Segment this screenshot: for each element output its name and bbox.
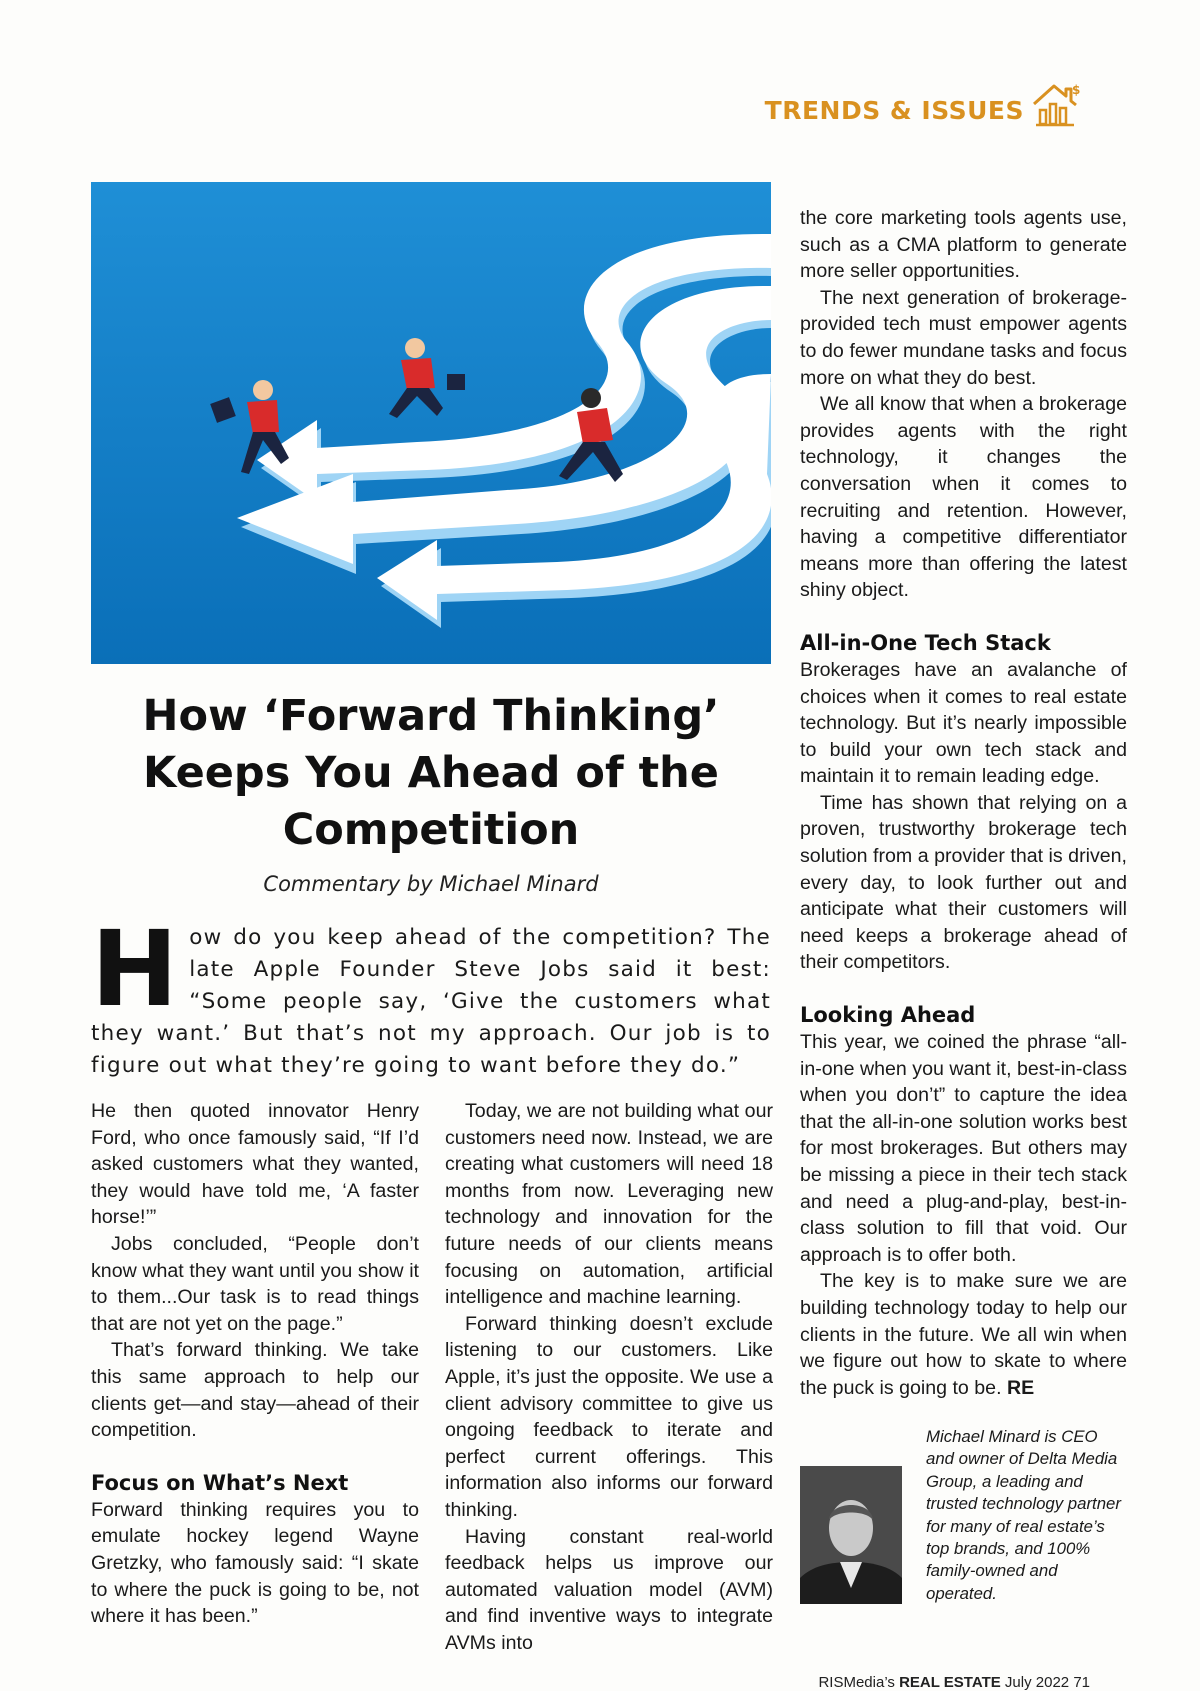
paragraph: He then quoted innovator Henry Ford, who once famously said, “If I’d asked customers what they wanted, they would have told me, ‘A faster horse!’”	[91, 1100, 419, 1229]
lede-paragraph	[91, 908, 771, 1082]
page-number: 71	[1073, 1674, 1090, 1691]
paragraph: Today, we are not building what our customers need now. Instead, we are creating what customers will need 18 months from now. Leveraging new technology and innovation for the future needs of our clients means focusing on automation, artificial intelligence and machine learning.	[445, 1100, 773, 1309]
article-column-2	[445, 1098, 773, 1656]
article-column-1	[91, 1098, 419, 1630]
paragraph: That’s forward thinking. We take this same approach to help our clients get—and stay—ahead of their competition.	[91, 1339, 419, 1442]
issue-date: July 2022	[1004, 1674, 1070, 1691]
svg-text:$: $	[1072, 83, 1081, 97]
paragraph: The next generation of brokerage-provided tech must empower agents to do fewer mundane tasks and focus more on what they do best.	[800, 286, 1127, 389]
paragraph: the core marketing tools agents use, such as a CMA platform to generate more seller opportunities.	[800, 207, 1127, 283]
paragraph: Jobs concluded, “People don’t know what they want until you show it to them...Our task is to read things that are not yet on the page.”	[91, 1232, 419, 1335]
paragraph-text: The key is to make sure we are building technology today to help our clients in the future. We all win when we figure out how to skate to where the puck is going to be.	[800, 1270, 1127, 1399]
paragraph: Forward thinking doesn’t exclude listening to our customers. Like Apple, it’s just the opposite. We use a client advisory committee to give us ongoing feedback to iterate and perfect current offerings. This information also informs our forward thinking.	[445, 1312, 773, 1521]
byline: Commentary by Michael Minard	[263, 872, 599, 896]
lede-text: ow do you keep ahead of the competition? The late Apple Founder Steve Jobs said it best: “Some people say, ‘Give the customers what they want.’ But that’s not my approach. Our job is to figure out what they’re going to want before they do.”	[91, 925, 771, 1078]
author-bio: Michael Minard is CEO and owner of Delta Media Group, a leading and trusted technology partner for many of real estate’s top brands, and 100% family-owned and operated.	[926, 1427, 1121, 1603]
paragraph: Time has shown that relying on a proven, trustworthy brokerage tech solution from a provider that is driven, every day, to look further out and anticipate what their customers will need keeps a brokerage ahead of their competitors.	[800, 791, 1127, 974]
section-heading: All-in-One Tech Stack	[800, 630, 1051, 655]
article-title: How ‘Forward Thinking’ Keeps You Ahead of the Competition	[142, 691, 720, 855]
publication-prefix: RISMedia’s	[818, 1674, 895, 1691]
drop-cap: H	[91, 908, 180, 1030]
section-label: TRENDS & ISSUES	[764, 96, 1024, 125]
paragraph: Having constant real-world feedback helps us improve our automated valuation model (AVM) and find inventive ways to integrate AVMs into	[445, 1525, 773, 1654]
article-column-3	[800, 205, 1127, 1401]
end-mark: RE	[1006, 1376, 1035, 1399]
section-heading: Looking Ahead	[800, 1003, 976, 1028]
paragraph: We all know that when a brokerage provides agents with the right technology, it changes the conversation when it comes to recruiting and retention. However, having a competitive differentiator means more than offering the latest shiny object.	[800, 393, 1127, 602]
hero-illustration	[91, 182, 771, 664]
page-footer	[818, 1674, 1090, 1691]
author-photo	[800, 1466, 902, 1604]
section-heading: Focus on What’s Next	[91, 1470, 349, 1495]
house-chart-icon	[1030, 80, 1082, 130]
paragraph	[800, 1268, 1127, 1401]
paragraph: This year, we coined the phrase “all-in-one when you want it, best-in-class when you don’t” to capture the idea that the all-in-one solution works best for most brokerages. But others may be missing a piece in their tech stack and need a plug-and-play, best-in-class solution to fill that void. Our approach is to offer both.	[800, 1031, 1127, 1266]
publication-name: REAL ESTATE	[899, 1674, 1001, 1691]
paragraph: Brokerages have an avalanche of choices when it comes to real estate technology. But it’s nearly impossible to build your own tech stack and maintain it to remain leading edge.	[800, 658, 1127, 788]
paragraph: Forward thinking requires you to emulate hockey legend Wayne Gretzky, who famously said: “I skate to where the puck is going to be, not where it has been.”	[91, 1498, 419, 1628]
